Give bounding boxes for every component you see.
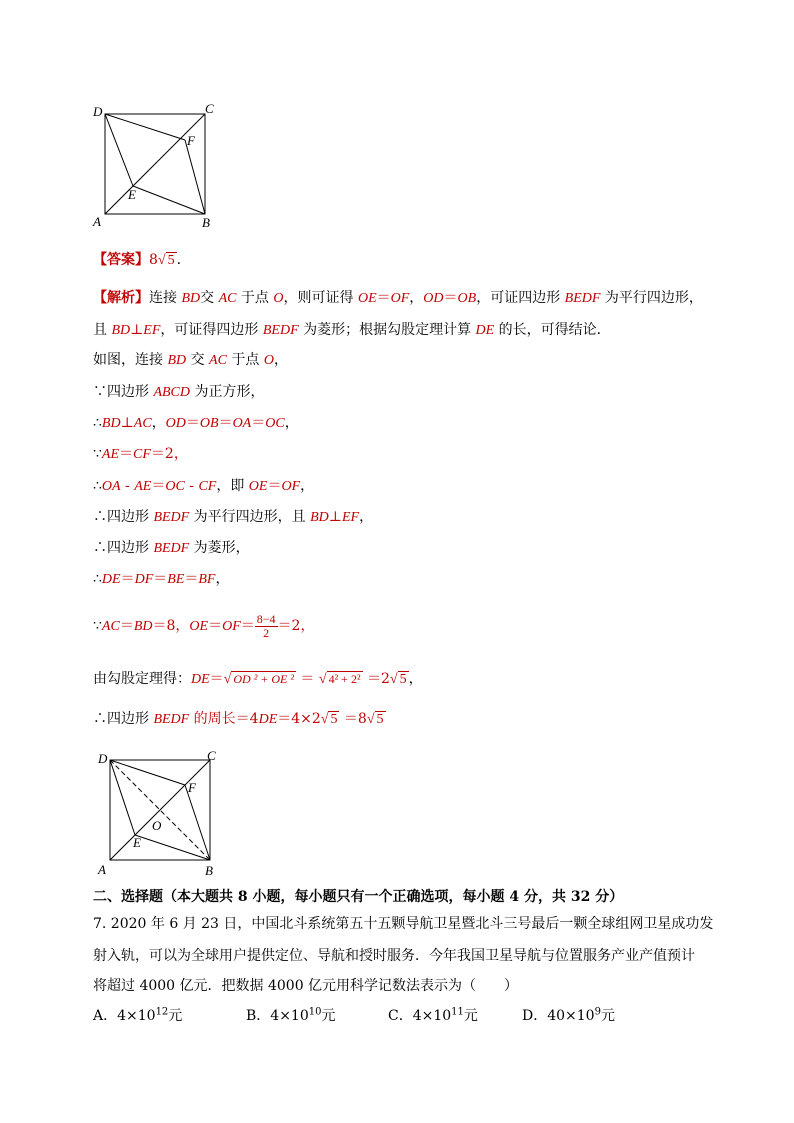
- analysis-line-5: ∴BD⊥AC，OD＝OB＝OA＝OC，: [93, 415, 299, 431]
- answer-line: 【答案】8√ 5 .: [93, 252, 182, 268]
- label-b-2: B: [205, 863, 213, 878]
- option-c[interactable]: C．$4\times 10^{11}$元: [388, 1006, 478, 1024]
- analysis-line-7: ∴OA - AE＝OC - CF，即 OE＝OF，: [93, 478, 315, 494]
- answer-tag: 【答案】: [93, 252, 149, 268]
- section-title: 二、选择题（本大题共 8 小题，每小题只有一个正确选项，每小题 4 分，共 32 分）: [93, 889, 624, 905]
- label-f-2: F: [188, 780, 196, 795]
- option-a[interactable]: A．$4\times 10^{12}$元: [93, 1006, 183, 1024]
- label-e: E: [128, 187, 136, 202]
- segment-de-2: [110, 760, 135, 835]
- label-f: F: [187, 133, 195, 148]
- label-a: A: [93, 214, 101, 229]
- label-d-2: D: [98, 751, 108, 766]
- analysis-line-8: ∴四边形 BEDF 为平行四边形，且 BD⊥EF，: [93, 509, 374, 525]
- analysis-line-10: ∴DE＝DF＝BE＝BF，: [93, 571, 230, 587]
- label-b: B: [202, 215, 210, 230]
- label-a-2: A: [98, 862, 106, 877]
- segment-eb: [133, 186, 205, 214]
- figure-square-1: [90, 100, 220, 232]
- segment-df-2: [110, 760, 185, 785]
- question-7-line-2: 射入轨，可以为全球用户提供定位、导航和授时服务．今年我国卫星导航与位置服务产业产值预计: [93, 948, 695, 964]
- analysis-line-3: 如图，连接 BD 交 AC 于点 O，: [93, 352, 288, 368]
- segment-fb-2: [185, 785, 210, 860]
- segment-eb-2: [135, 835, 210, 860]
- label-e-2: E: [133, 835, 141, 850]
- analysis-line-1: 【解析】连接 BD交 AC 于点 O，则可证得 OE＝OF，OD＝OB，可证四边形 BEDF 为平行四边形，: [93, 290, 703, 306]
- option-b[interactable]: B．$4\times 10^{10}$元: [246, 1006, 336, 1024]
- analysis-line-4: ∵四边形 ABCD 为正方形，: [93, 384, 265, 400]
- analysis-tag: 【解析】: [93, 290, 149, 306]
- question-7-line-1: 7. 2020 年 6 月 23 日，中国北斗系统第五十五颗导航卫星暨北斗三号最后一颗全球组网卫星成功发: [93, 916, 714, 932]
- label-o-2: O: [152, 818, 162, 833]
- analysis-line-9: ∴四边形 BEDF 为菱形，: [93, 540, 250, 556]
- analysis-line-2: 且 BD⊥EF，可证得四边形 BEDF 为菱形；根据勾股定理计算 DE 的长，可得结论．: [93, 322, 611, 338]
- fraction: $\frac{8-4}{2}$: [256, 611, 276, 640]
- label-c: C: [205, 101, 214, 116]
- analysis-line-6: ∵AE＝CF＝2，: [93, 446, 188, 462]
- label-c-2: C: [207, 748, 216, 763]
- question-7-line-3: 将超过 4000 亿元．把数据 4000 亿元用科学记数法表示为（ ）: [93, 978, 519, 994]
- analysis-line-13: ∴四边形 BEDF 的周长＝4DE＝4×2√ 5 ＝8√ 5: [93, 711, 384, 727]
- analysis-line-11: ∵AC＝BD＝8，OE＝OF＝ $\frac{8-4}{2}$ ＝2，: [93, 611, 315, 640]
- option-d[interactable]: D．$40\times 10^9$元: [522, 1006, 615, 1024]
- label-d: D: [93, 104, 103, 119]
- segment-df: [105, 114, 185, 140]
- analysis-line-12: 由勾股定理得：DE＝√ OD ² + OE ² ＝ √ 4² + 2² ＝2√ 5 ，: [93, 671, 423, 687]
- segment-fb: [185, 140, 205, 214]
- segment-de: [105, 114, 133, 186]
- figure-square-2: [95, 745, 225, 880]
- diagonal-ac: [105, 114, 205, 214]
